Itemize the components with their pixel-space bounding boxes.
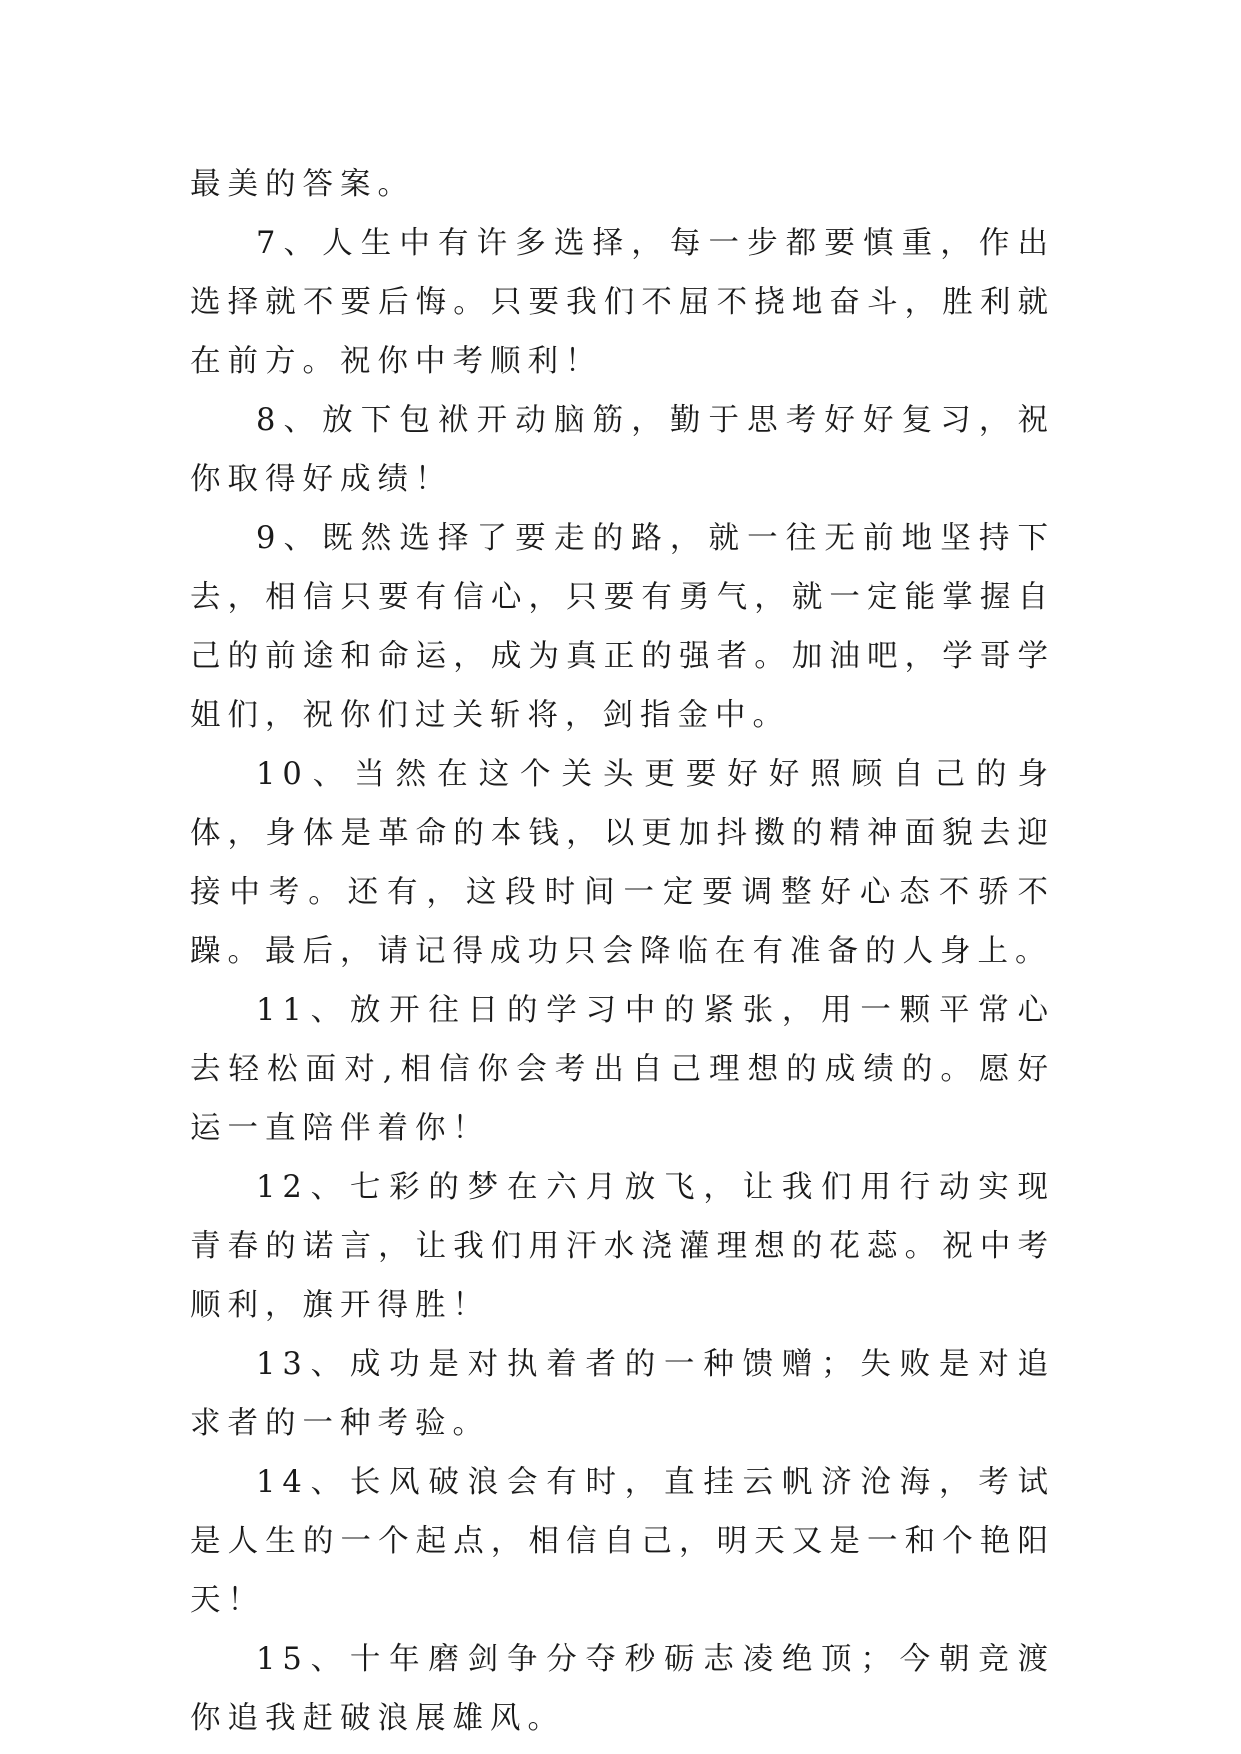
paragraph-continuation: 最美的答案。 [190, 167, 415, 202]
paragraph-12: 12、七彩的梦在六月放飞，让我们用行动实现青春的诺言，让我们用汗水浇灌理想的花蕊。祝中考顺利，旗开得胜！ [190, 1170, 1055, 1323]
paragraph-9: 9、既然选择了要走的路，就一往无前地坚持下去，相信只要有信心，只要有勇气，就一定能掌握自己的前途和命运，成为真正的强者。加油吧，学哥学姐们，祝你们过关斩将，剑指金中。 [190, 521, 1055, 733]
paragraph-14: 14、长风破浪会有时，直挂云帆济沧海，考试是人生的一个起点，相信自己，明天又是一和个艳阳天！ [190, 1465, 1055, 1618]
paragraph-8: 8、放下包袱开动脑筋，勤于思考好好复习，祝你取得好成绩！ [190, 403, 1055, 497]
document-body [190, 155, 1055, 1748]
paragraph-13: 13、成功是对执着者的一种馈赠；失败是对追求者的一种考验。 [190, 1347, 1055, 1441]
paragraph-7: 7、人生中有许多选择，每一步都要慎重，作出选择就不要后悔。只要我们不屈不挠地奋斗，胜利就在前方。祝你中考顺利！ [190, 226, 1055, 379]
paragraph-11: 11、放开往日的学习中的紧张，用一颗平常心去轻松面对,相信你会考出自己理想的成绩的。愿好运一直陪伴着你！ [190, 993, 1055, 1146]
paragraph-15: 15、十年磨剑争分夺秒砺志凌绝顶；今朝竞渡你追我赶破浪展雄风。 [190, 1642, 1055, 1736]
paragraph-10: 10、当然在这个关头更要好好照顾自己的身体，身体是革命的本钱，以更加抖擞的精神面貌去迎接中考。还有，这段时间一定要调整好心态不骄不躁。最后，请记得成功只会降临在有准备的人身上。 [190, 757, 1055, 969]
